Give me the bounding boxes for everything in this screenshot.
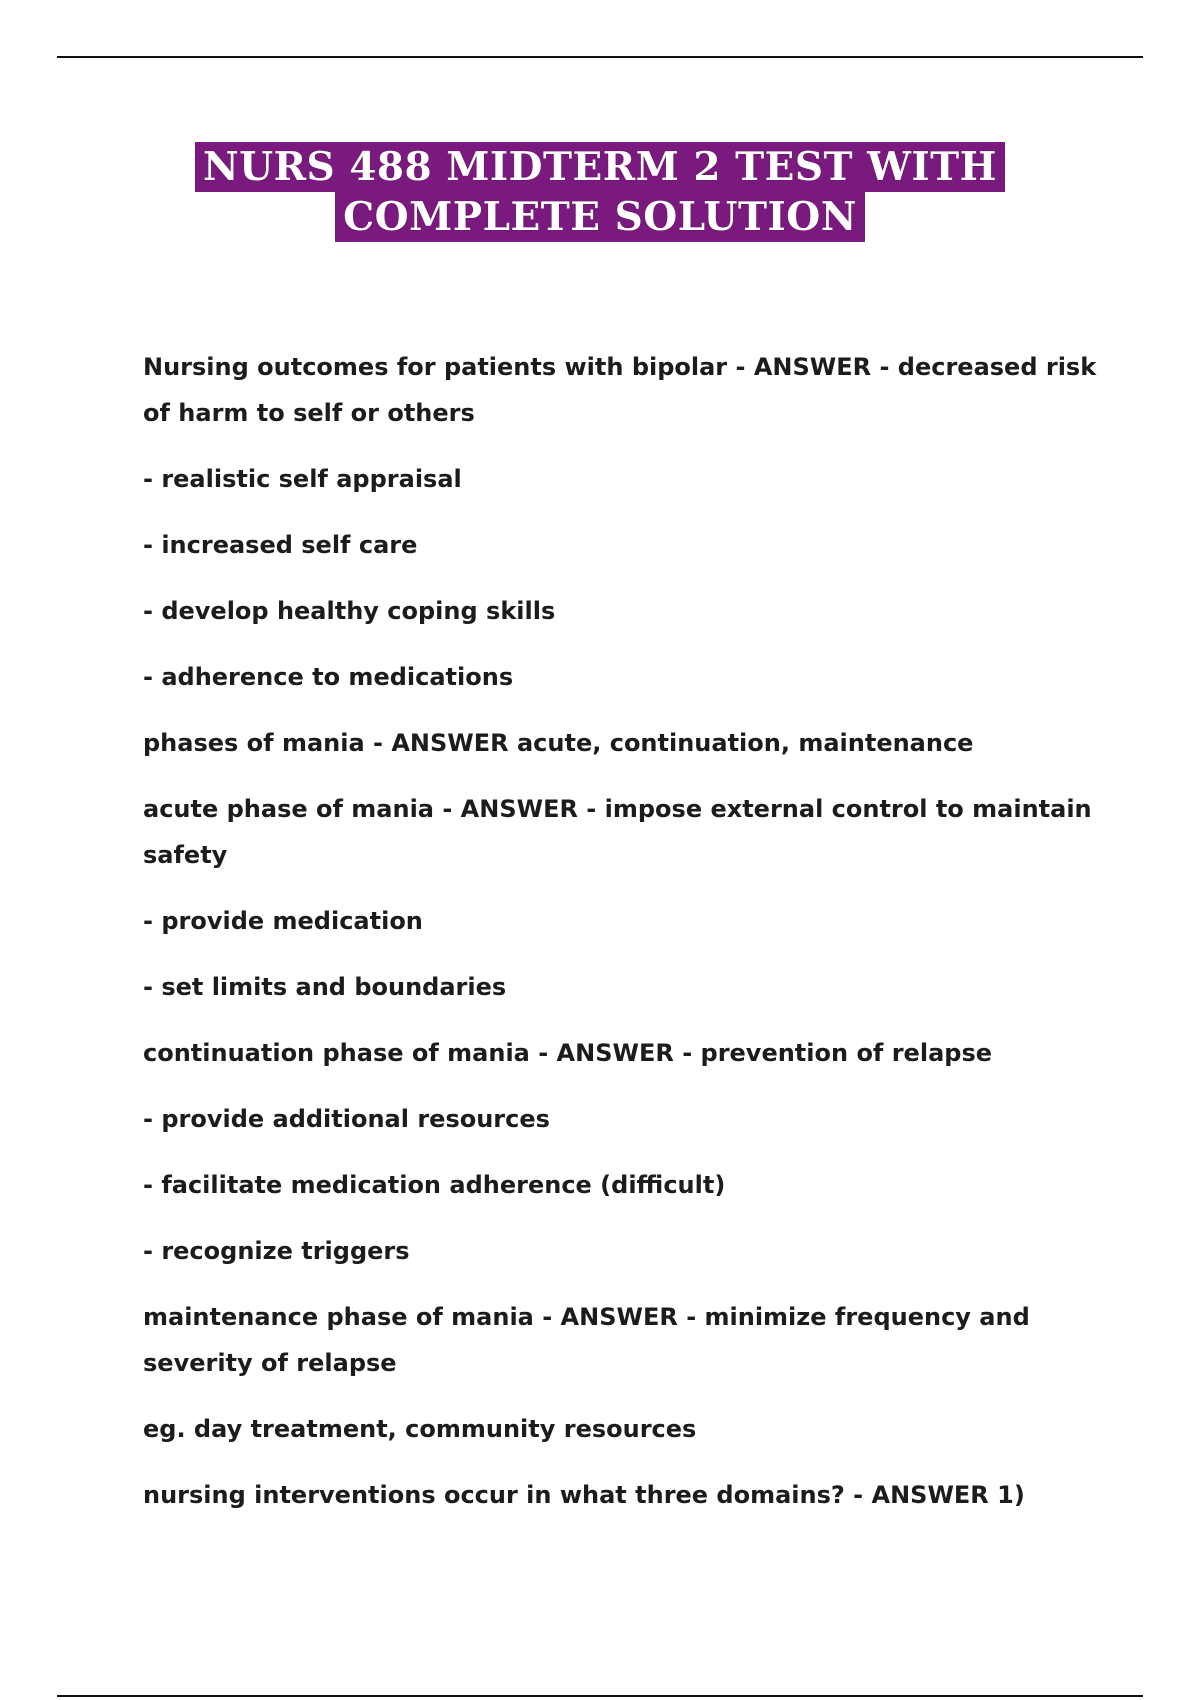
- paragraph: phases of mania - ANSWER acute, continuation, maintenance: [143, 729, 974, 757]
- paragraph: - set limits and boundaries: [143, 973, 507, 1001]
- bottom-divider: [57, 1695, 1143, 1697]
- paragraph: - recognize triggers: [143, 1237, 410, 1265]
- paragraph: - provide medication: [143, 907, 423, 935]
- paragraph: - increased self care: [143, 531, 418, 559]
- paragraph: - realistic self appraisal: [143, 465, 462, 493]
- document-body: [143, 344, 1103, 1538]
- top-divider: [57, 56, 1143, 58]
- paragraph: eg. day treatment, community resources: [143, 1415, 697, 1443]
- paragraph: Nursing outcomes for patients with bipolar - ANSWER - decreased risk of harm to self or others: [143, 353, 1097, 427]
- paragraph: - adherence to medications: [143, 663, 514, 691]
- title-line-1: NURS 488 MIDTERM 2 TEST WITH: [195, 142, 1005, 192]
- paragraph: - facilitate medication adherence (difficult): [143, 1171, 726, 1199]
- paragraph: - provide additional resources: [143, 1105, 550, 1133]
- title-line-2: COMPLETE SOLUTION: [335, 192, 865, 242]
- paragraph: nursing interventions occur in what three domains? - ANSWER 1): [143, 1481, 1025, 1509]
- paragraph: maintenance phase of mania - ANSWER - minimize frequency and severity of relapse: [143, 1303, 1030, 1377]
- paragraph: - develop healthy coping skills: [143, 597, 556, 625]
- document-title: [0, 142, 1200, 242]
- paragraph: acute phase of mania - ANSWER - impose external control to maintain safety: [143, 795, 1092, 869]
- paragraph: continuation phase of mania - ANSWER - prevention of relapse: [143, 1039, 992, 1067]
